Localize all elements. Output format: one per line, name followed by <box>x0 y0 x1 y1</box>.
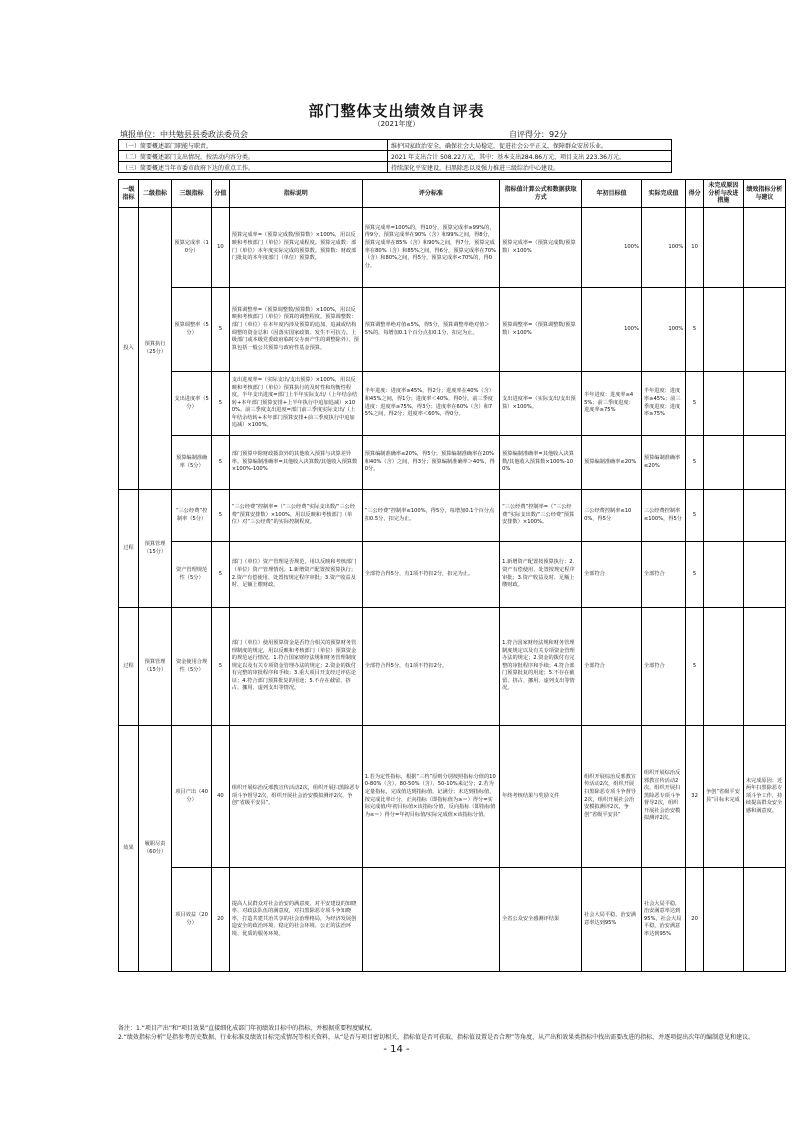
description-cell: 部门（单位）资产管理是否规范，用以反映和考核部门（单位）资产管理情况。1.新增资产配置按预算执行；2.资产有偿使用、处置按规定程序审批；3.资产收益及时、足额上缴财政。 <box>229 542 362 608</box>
got-cell: 20 <box>686 868 704 972</box>
standard-cell: 预算调整率绝对值≤5%，得5分，预算调整率绝对值＞5%的，每增加0.1个百分点扣0.1分，扣完为止。 <box>362 288 499 372</box>
description-cell: 部门预算中除财政拨款外的其他收入预算与决算差异率。预算编制准确率=其他收入决算数/其他收入预算数×100%-100% <box>229 436 362 490</box>
formula-cell: 预算完成率=（预算完成数/预算数）×100% <box>500 208 582 288</box>
formula-cell: 预算编制准确率=其他收入决算数/其他收入预算数×100%-100% <box>500 436 582 490</box>
score-cell: 5 <box>212 542 230 608</box>
overview-value-3: 持续深化平安建设，扫黑除恶以及强力推进三级综治中心建设。 <box>388 162 672 173</box>
actual-cell: 100% <box>641 208 685 288</box>
overview-table <box>118 139 672 173</box>
header-actual: 实际完成值 <box>641 180 685 208</box>
fill-unit: 填报单位：中共勉县县委政法委员会 <box>120 130 248 139</box>
overview-label-2: （二）简要概述部门支出情况，按活动内容分类。 <box>119 151 388 162</box>
target-cell: 社会大局平稳，治安满意率达到95% <box>582 868 642 972</box>
actual-cell: 三公经费控制率≤100%，得5分 <box>641 490 685 542</box>
score-cell: 20 <box>212 868 230 972</box>
standard-cell: 半年进度：进度率≥45%，得2分；进度率在40%（含）和45%之间，得1分；进度率＜40%，得0分。前三季度进度：进度率≥75%，得3分；进度率在60%（含）和75%之间，得2分；进度率＜60%，得0分。 <box>362 372 499 436</box>
description-cell: 预算调整率=（预算调整数/预算数）×100%，用以反映和考核部门（单位）预算的调整程度。预算调整数：部门（单位）在本年度内涉及预算的追加、追减或结构调整的资金总和（因落实国家政策、发生不可抗力、上级部门或本级党委政府临时交办而产生的调整除外）。预算包括一般公共预算与政府性基金预算。 <box>229 288 362 372</box>
formula-cell: 年终考核结果与奖励文件 <box>500 726 582 868</box>
advice-cell: 未完成原因：近两年扫黑除恶专项斗争工作，持续提高群众安全感和满意度。 <box>743 726 785 868</box>
level1-cell: 过程 <box>119 490 139 608</box>
standard-cell: 全部符合得5分，有1项不符扣2分。 <box>362 608 499 726</box>
target-cell: 组织开展综治反邪教宣传活动2次，组织开展扫黑除恶专项斗争督导2次，组织开展社会治安模拟测评2次，争创“省级平安县” <box>582 726 642 868</box>
formula-cell: 1.符合国家财经法规和财务管理制度规定以及有关专项资金管理办法的规定；2.资金的拨付有完整的审批程序和手续；4.符合部门预算批复的用途；5.不存在截留、挤占、挪用、虚列支出等情况。 <box>500 608 582 726</box>
page-number: - 14 - <box>383 1044 410 1055</box>
standard-cell: 预算完成率=100%的，得10分，预算完成率≥99%的，得9分，预算完成率在90%（含）和99%之间，得8分，预算完成率在85%（含）和90%之间，得7分，预算完成率在80%（含）和85%之间，得6分，预算完成率在70%（含）和80%之间，得5分，预算完成率<70%的，得0分。 <box>362 208 499 288</box>
level3-cell: 项目效益（20分） <box>172 868 212 972</box>
level2-cell: 预算执行（25分） <box>138 208 171 490</box>
got-cell: 32 <box>686 726 704 868</box>
got-cell: 10 <box>686 208 704 288</box>
level1-cell: 过程 <box>119 608 139 726</box>
header-reason: 未完成原因分析与改进措施 <box>703 180 743 208</box>
standard-cell: 全部符合得5分，有1项不符扣2分，扣完为止。 <box>362 542 499 608</box>
target-cell: 预算编制准确率≤20% <box>582 436 642 490</box>
actual-cell: 半年进度：进度率≥45%；前三季度进度：进度率≥75% <box>641 372 685 436</box>
level1-cell: 投入 <box>119 208 139 490</box>
formula-cell: 预算调整率=（预算调整数/预算数）×100% <box>500 288 582 372</box>
target-cell: 三公经费控制率≤100%，得5分 <box>582 490 642 542</box>
table-notes <box>118 1024 786 1042</box>
standard-cell <box>362 868 499 972</box>
header-got: 得分 <box>686 180 704 208</box>
standard-cell: “三公经费”控制率≤100%，得5分，每增加0.1个百分点扣0.5分，扣完为止。 <box>362 490 499 542</box>
score-cell: 5 <box>212 288 230 372</box>
target-cell: 100% <box>582 288 642 372</box>
level3-cell: 预算调整率（5分） <box>172 288 212 372</box>
score-cell: 10 <box>212 208 230 288</box>
target-cell: 全部符合 <box>582 608 642 726</box>
target-cell: 100% <box>582 208 642 288</box>
actual-cell: 预算编制准确率≤20% <box>641 436 685 490</box>
formula-cell: 1.新增资产配置按预算执行；2.资产有偿使用、处置按规定程序审批；3.资产收益及时、足额上缴财政。 <box>500 542 582 608</box>
target-cell: 半年进度：进度率≥45%；前三季度进度：进度率≥75% <box>582 372 642 436</box>
level3-cell: 资产管理规范性（5分） <box>172 542 212 608</box>
got-cell: 5 <box>686 542 704 608</box>
description-cell: 提高人民群众对社会治安的满意度、对平安建设的知晓率、对政法队伍的满意度，对扫黑除恶专项斗争知晓率，打造共建共治共享的社会治理格局，为经济发展创造安全的政治环境、稳定的社会环境、公正的法治环境、优质的服务环境。 <box>229 868 362 972</box>
self-score: 自评得分：92分 <box>509 130 568 139</box>
table-row <box>119 868 786 972</box>
got-cell: 5 <box>686 436 704 490</box>
score-cell: 5 <box>212 608 230 726</box>
got-cell: 5 <box>686 490 704 542</box>
header-advice: 绩效指标分析与建议 <box>743 180 785 208</box>
formula-cell: 支出进度率=（实际支出/支出预算）×100%。 <box>500 372 582 436</box>
level2-cell: 预算管理（15分） <box>138 490 171 608</box>
header-level3: 三级指标 <box>172 180 212 208</box>
level3-cell: 预算编制准确率（5分） <box>172 436 212 490</box>
standard-cell: 预算编制准确率≤20%，得5分；预算编制准确率在20%和40%（含）之间，得3分；预算编制准确率＞40%，得0分。 <box>362 436 499 490</box>
level3-cell: 项目产出（40分） <box>172 726 212 868</box>
table-row <box>119 436 786 490</box>
level2-cell: 预算管理（15分） <box>138 608 171 726</box>
note-1: 备注：1.“项目产出”和“项目效果”直接细化成部门年初绩效目标中的指标，并根据重要程度赋权。 <box>118 1025 377 1032</box>
evaluation-table <box>118 179 786 972</box>
score-cell: 5 <box>212 490 230 542</box>
actual-cell: 全部符合 <box>641 608 685 726</box>
header-description: 指标说明 <box>229 180 362 208</box>
actual-cell: 全部符合 <box>641 542 685 608</box>
overview-value-1: 维护国家政治安全，确保社会大局稳定，促进社会公平正义，保障群众安居乐业。 <box>388 140 672 151</box>
overview-label-1: （一）简要概述部门职能与职责。 <box>119 140 388 151</box>
score-cell: 5 <box>212 436 230 490</box>
description-cell: 预算完成率=（预算完成数/预算数）×100%，用以反映和考核部门（单位）预算完成程度。预算完成数：部门（单位）本年度实际完成的预算数。预算数：财政部门批复的本年度部门（单位）预算数。 <box>229 208 362 288</box>
level3-cell: 支出进度率（5分） <box>172 372 212 436</box>
table-row <box>119 208 786 288</box>
header-target: 年初目标值 <box>582 180 642 208</box>
header-level2: 二级指标 <box>138 180 171 208</box>
level3-cell: “三公经费”控制率（5分） <box>172 490 212 542</box>
level1-cell: 效果 <box>119 726 139 972</box>
actual-cell: 100% <box>641 288 685 372</box>
overview-value-2: 2021 年支出合计 508.22万元，其中：基本支出284.86万元，项目支出 223.36万元。 <box>388 151 672 162</box>
level3-cell: 资金使用合规性（5分） <box>172 608 212 726</box>
header-formula: 指标值计算公式和数据获取方式 <box>500 180 582 208</box>
table-row <box>119 542 786 608</box>
table-row <box>119 608 786 726</box>
header-standard: 评分标准 <box>362 180 499 208</box>
header-level1: 一级指标 <box>119 180 139 208</box>
note-2: 2.“绩效指标分析”是指参考历史数据、行业标准及绩效目标完成情况等相关资料，从“是否与项目密切相关，指标值是否可获取，指标值设置是否合理”等角度，从产出和效果类指标中找出需要改进的指标，并逐项提出次年的编制意见和建议。 <box>118 1034 755 1041</box>
actual-cell: 社会大局平稳，治安满意率达到95%，社会大局平稳，治安满意率达到95% <box>641 868 685 972</box>
actual-cell: 组织开展综治反邪教宣传活动2次，组织开展扫黑除恶专项斗争督导2次，组织开展社会治安模拟测评2次。 <box>641 726 685 868</box>
target-cell: 全部符合 <box>582 542 642 608</box>
formula-cell: “三公经费”控制率=（“三公经费”实际支出数/“三公经费”预算安排数）×100%。 <box>500 490 582 542</box>
description-cell: 部门（单位）使用预算资金是否符合相关的预算财务管理制度的规定，用以反映和考核部门（单位）预算资金的规范运行情况。1.符合国家财经法规和财务管理制度规定以及有关专项资金管理办法的规定；2.资金的拨付有完整的审批程序和手续；3.重大项目开支经过评估论证；4.符合部门预算批复的用途；5.不存在截留、挤占、挪用、虚列支出等情况。 <box>229 608 362 726</box>
description-cell: 支出进度率=（实际支出/支出预算）×100%，用以反映和考核部门（单位）预算执行的及时性和均衡性程度。半年支出进度=部门上半年实际支出/（上年结余结转+本年部门预算安排+上半年执行中追加追减）×100%。前三季度支出进度=部门前三季度实际支出/（上年结余结转+本年部门预算安排+前三季度执行中追加追减）×100%。 <box>229 372 362 436</box>
table-row <box>119 726 786 868</box>
table-row <box>119 372 786 436</box>
got-cell: 5 <box>686 288 704 372</box>
level2-cell: 履职尽责（60分） <box>138 726 171 972</box>
table-row <box>119 490 786 542</box>
page-subtitle: （2021年度） <box>373 120 420 128</box>
score-cell: 5 <box>212 372 230 436</box>
formula-cell: 全省公众安全感测评结果 <box>500 868 582 972</box>
standard-cell: 1.若为定性指标，根据“三档”原则分别按照指标分值的100-80%（含）、80-50%（含）、50-10%来记分；2.若为定量指标，完成值达到指标值，记满分；未达到指标值，按完成比率计分，正向指标（即指标值为≥＝）得分=实际完成值/年初目标值×该指标分值，反向指标（即指标值为≤＝）得分=年初目标值/实际完成值×该指标分值。 <box>362 726 499 868</box>
table-row <box>119 288 786 372</box>
got-cell: 5 <box>686 372 704 436</box>
got-cell: 5 <box>686 608 704 726</box>
description-cell: “三公经费”控制率=（“三公经费”实际支出数/“三公经费”预算安排数）×100%，用以反映和考核部门（单位）对“三公经费”的实际控制程度。 <box>229 490 362 542</box>
level3-cell: 预算完成率（10分） <box>172 208 212 288</box>
page-title: 部门整体支出绩效自评表 <box>308 102 485 120</box>
reason-cell: 争创“省级平安县”目标未完成 <box>703 726 743 868</box>
description-cell: 组织开展综治反邪教宣传活动2次，组织开展扫黑除恶专项斗争督导2次，组织开展社会治安模拟测评2次，争创“省级平安县”。 <box>229 726 362 868</box>
header-score: 分值 <box>212 180 230 208</box>
score-cell: 40 <box>212 726 230 868</box>
overview-label-3: （三）简要概述当年市委市政府下达的重点工作。 <box>119 162 388 173</box>
